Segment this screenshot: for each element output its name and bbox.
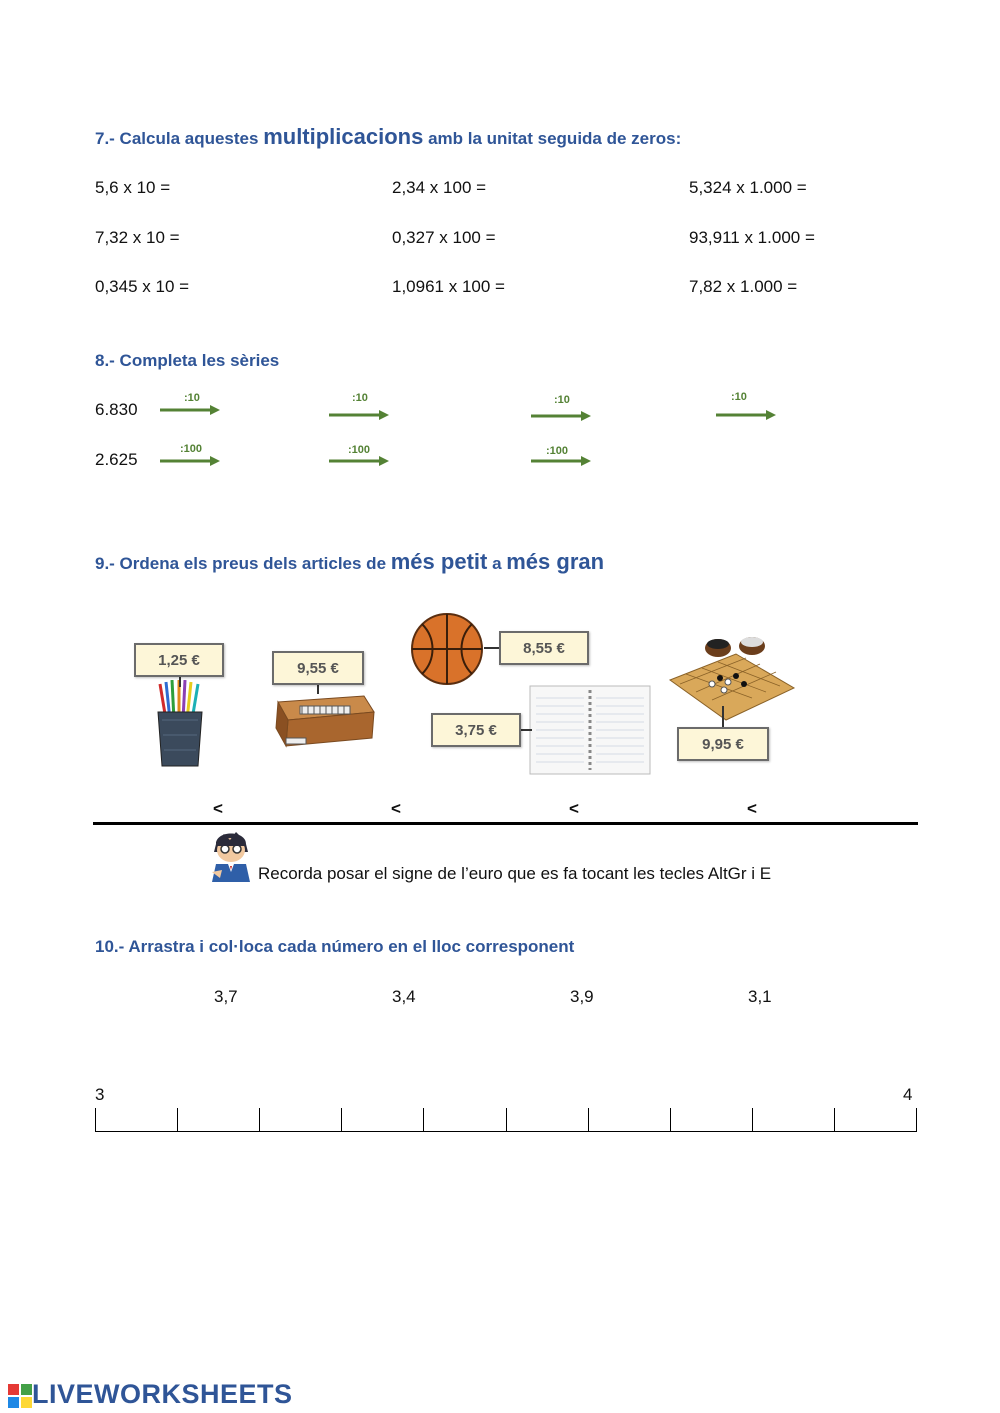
order-slot-1[interactable] (100, 798, 210, 820)
tag-connector-4 (520, 729, 532, 731)
tag-connector-5 (722, 706, 724, 728)
number-line-drop-slot[interactable] (319, 1078, 363, 1100)
number-line-tick (916, 1108, 917, 1132)
series2-arrow-3 (531, 455, 591, 467)
ex7-answer-6[interactable] (830, 226, 970, 248)
number-line-drop-slot[interactable] (648, 1078, 692, 1100)
ex7-title-emphasis: multiplicacions (263, 124, 424, 149)
ex7-op-6: 93,911 x 1.000 = (689, 228, 815, 247)
number-line-tick (177, 1108, 178, 1132)
series1-answer-4[interactable] (784, 402, 914, 424)
ex9-title-emphasis-1: més petit (390, 549, 488, 574)
series1-arrow-1 (160, 404, 220, 416)
order-slot-5[interactable] (766, 798, 916, 820)
number-line-tick (834, 1108, 835, 1132)
liveworksheets-logo-icon (8, 1384, 32, 1408)
series1-op-label-3: :10 (554, 394, 570, 406)
less-than-2: < (391, 799, 401, 818)
ex7-answer-1[interactable] (180, 176, 370, 198)
order-slot-3[interactable] (410, 798, 562, 820)
ordering-baseline (93, 822, 918, 825)
number-line-drop-slot[interactable] (401, 1078, 445, 1100)
less-than-4: < (747, 799, 757, 818)
number-line-tick (423, 1108, 424, 1132)
ex9-title-mid: a (487, 554, 507, 573)
number-line-drop-slot[interactable] (484, 1078, 528, 1100)
price-tag-1: 1,25 € (134, 643, 224, 677)
tag-connector-3 (484, 647, 500, 649)
price-tag-4: 3,75 € (431, 713, 521, 747)
number-line-tick (588, 1108, 589, 1132)
ex7-op-7: 0,345 x 10 = (95, 277, 190, 296)
series1-op-label-2: :10 (352, 392, 368, 404)
series1-op-label-1: :10 (184, 392, 200, 404)
ex9-title-emphasis-2: més gran (506, 549, 605, 574)
ex9-title-prefix: 9.- Ordena els preus dels articles de (95, 554, 391, 573)
ex8-title: 8.- Completa les sèries (95, 351, 280, 370)
liveworksheets-logo: LIVEWORKSHEETS (32, 1379, 293, 1409)
series1-arrow-3 (531, 410, 591, 422)
number-line-start-label: 3 (95, 1085, 105, 1104)
series1-answer-1[interactable] (228, 398, 324, 420)
ex7-answer-2[interactable] (498, 176, 678, 198)
go-board-image (666, 632, 796, 724)
draggable-number-4[interactable]: 3,1 (748, 987, 772, 1006)
series2-start: 2.625 (95, 450, 138, 469)
order-slot-2[interactable] (232, 798, 384, 820)
notebook-image (528, 684, 652, 776)
series2-op-label-1: :100 (180, 443, 203, 455)
series1-answer-2[interactable] (398, 402, 524, 424)
series1-start: 6.830 (95, 400, 138, 419)
ex7-title (95, 124, 681, 150)
number-line-tick (95, 1108, 96, 1132)
ex7-answer-5[interactable] (506, 226, 676, 248)
series2-answer-1[interactable] (228, 450, 324, 472)
ex7-op-2: 2,34 x 100 = (392, 178, 487, 197)
ex7-answer-8[interactable] (516, 275, 676, 297)
price-tag-5: 9,95 € (677, 727, 769, 761)
series2-answer-3[interactable] (600, 450, 708, 472)
series1-arrow-4 (716, 409, 776, 421)
number-line-tick (259, 1108, 260, 1132)
ex7-op-4: 7,32 x 10 = (95, 228, 180, 247)
ex7-answer-9[interactable] (808, 275, 968, 297)
ex10-title: 10.- Arrastra i col·loca cada número en el lloc corresponent (95, 937, 575, 956)
ex7-title-suffix: amb la unitat seguida de zeros: (423, 129, 682, 148)
series2-op-label-3: :100 (546, 445, 569, 457)
number-line-end-label: 4 (903, 1085, 913, 1104)
ex7-op-8: 1,0961 x 100 = (392, 277, 505, 296)
ex7-answer-3[interactable] (818, 176, 968, 198)
wooden-box-image (272, 692, 376, 752)
basketball-image (410, 612, 484, 686)
number-line-tick (752, 1108, 753, 1132)
ex9-title (95, 549, 604, 575)
draggable-number-2[interactable]: 3,4 (392, 987, 416, 1006)
detective-character-icon (208, 826, 254, 882)
series2-answer-2[interactable] (398, 450, 524, 472)
number-line-drop-slot[interactable] (155, 1078, 199, 1100)
less-than-1: < (213, 799, 223, 818)
number-line-drop-slot[interactable] (730, 1078, 774, 1100)
price-tag-2: 9,55 € (272, 651, 364, 685)
price-tag-3: 8,55 € (499, 631, 589, 665)
series2-op-label-2: :100 (348, 444, 371, 456)
euro-reminder-text: Recorda posar el signe de l’euro que es fa tocant les tecles AltGr i E (258, 864, 772, 883)
series2-arrow-1 (160, 455, 220, 467)
series2-arrow-2 (329, 455, 389, 467)
series1-arrow-2 (329, 409, 389, 421)
draggable-number-3[interactable]: 3,9 (570, 987, 594, 1006)
draggable-number-1[interactable]: 3,7 (214, 987, 238, 1006)
number-line-tick (506, 1108, 507, 1132)
ex7-op-3: 5,324 x 1.000 = (689, 178, 807, 197)
ex7-answer-4[interactable] (190, 226, 370, 248)
ex7-answer-7[interactable] (200, 275, 370, 297)
series1-op-label-4: :10 (731, 391, 747, 403)
ex7-op-5: 0,327 x 100 = (392, 228, 496, 247)
number-line-drop-slot[interactable] (566, 1078, 610, 1100)
number-line-drop-slot[interactable] (812, 1078, 856, 1100)
series1-answer-3[interactable] (600, 402, 708, 424)
pencils-cup-image (152, 680, 208, 770)
number-line-tick (670, 1108, 671, 1132)
ex7-title-prefix: 7.- Calcula aquestes (95, 129, 264, 148)
number-line-drop-slot[interactable] (237, 1078, 281, 1100)
order-slot-4[interactable] (588, 798, 740, 820)
ex7-op-1: 5,6 x 10 = (95, 178, 171, 197)
less-than-3: < (569, 799, 579, 818)
ex7-op-9: 7,82 x 1.000 = (689, 277, 798, 296)
number-line-tick (341, 1108, 342, 1132)
